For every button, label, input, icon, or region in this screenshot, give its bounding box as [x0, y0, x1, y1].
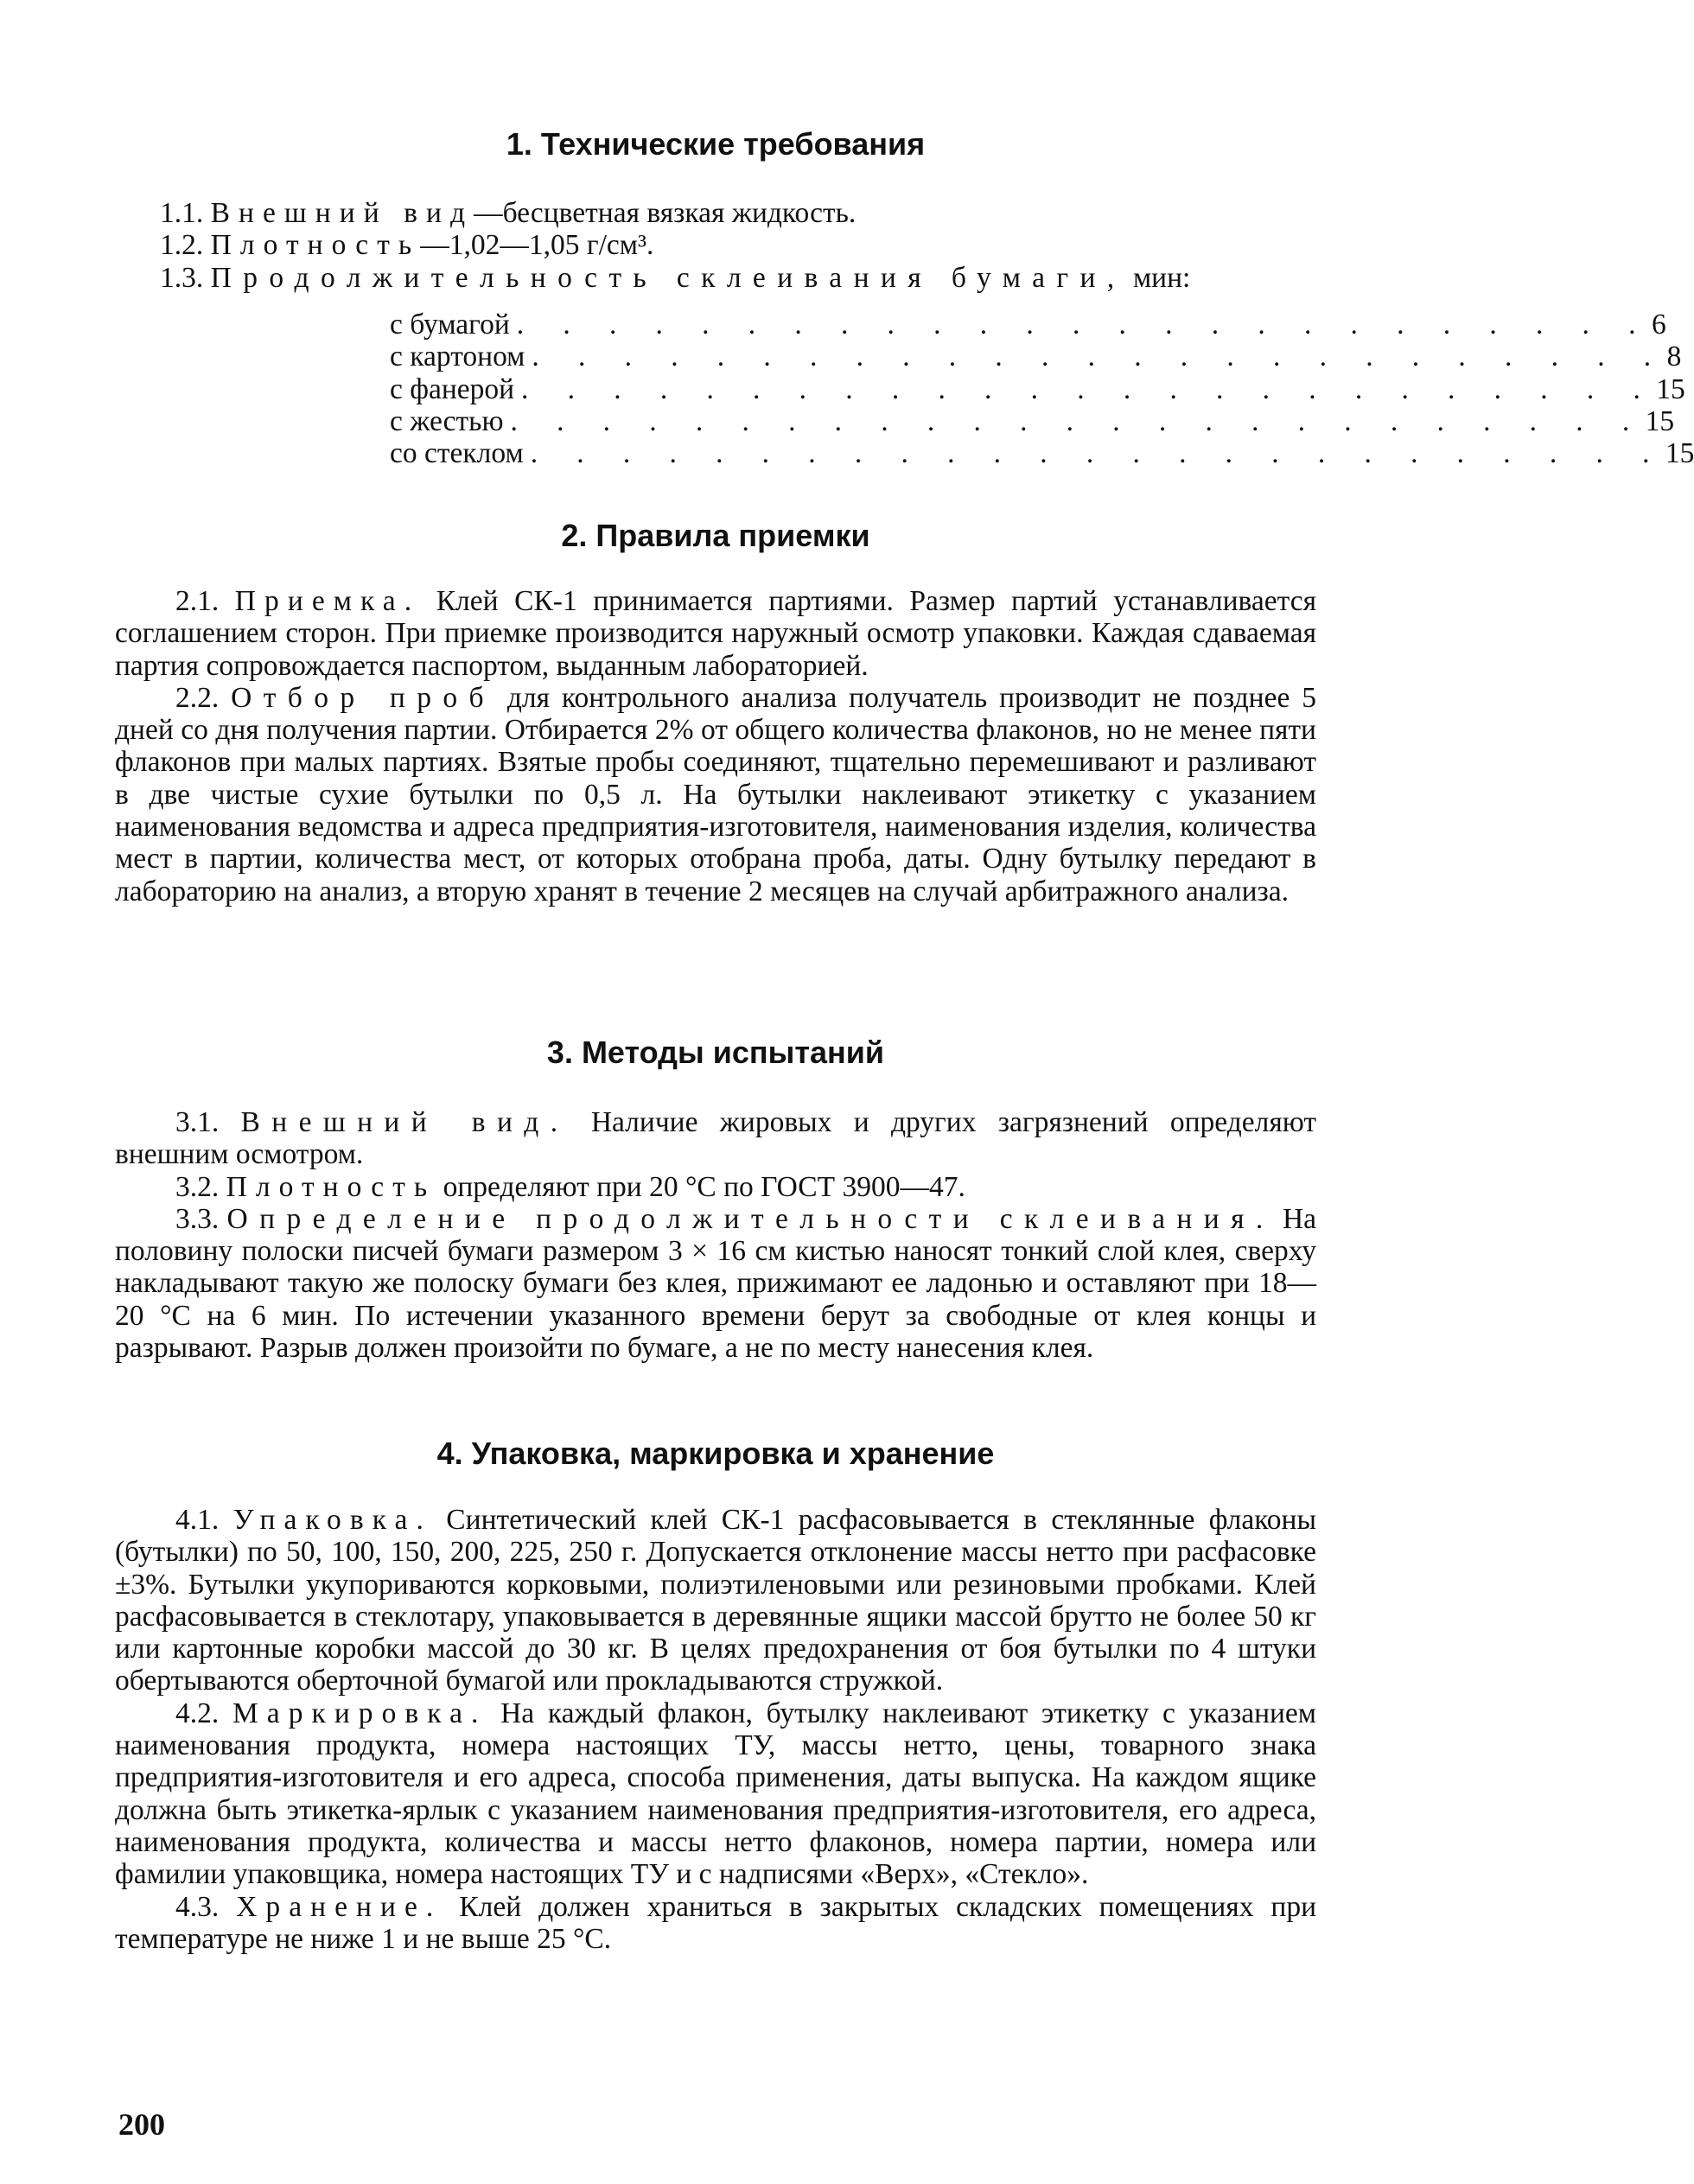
table-row-value: 8 [1666, 341, 1682, 373]
section-1-heading: 1. Технические требования [506, 126, 926, 162]
table-row [390, 437, 1694, 470]
item-number: 1.3. [160, 261, 204, 294]
paragraph-number: 4.2. [175, 1697, 220, 1729]
table-row-label: с бумагой [390, 309, 510, 341]
paragraph-text: Клей должен храниться в закрытых складских помещениях при температуре не ниже 1 и не выше 25 °С. [115, 1890, 1316, 1955]
section-1-items [115, 197, 1316, 294]
paragraph-4-1 [115, 1504, 1316, 1697]
document-page [115, 0, 1694, 2184]
table-row-value: 6 [1651, 309, 1666, 341]
page-number: 200 [118, 2107, 165, 2142]
section-2-body [115, 585, 1316, 907]
item-1-1 [115, 197, 1316, 229]
paragraph-2-1 [115, 585, 1316, 682]
item-text: мин: [1125, 261, 1191, 294]
table-row-value: 15 [1665, 437, 1694, 470]
dot-leader: . . . . . . . . . . . . . . . . . . . . . . . . . [516, 309, 1652, 341]
item-term: Внешний вид [210, 197, 474, 229]
item-term: Плотность [210, 229, 421, 262]
paragraph-text: На половину полоски писчей бумаги размером 3 × 16 см кистью наносят тонкий слой клея, сверху накладывают такую же полоску бумаги без клея, прижимают ее ладонью и оставляют при 18—20 °С на 6 мин. По истечении указанного времени берут за свободные от клея концы и разрывают. Разрыв должен произойти по бумаге, а не по месту нанесения клея. [115, 1202, 1317, 1365]
paragraph-number: 3.1. [175, 1106, 220, 1138]
item-number: 1.2. [160, 229, 204, 262]
dot-leader: . . . . . . . . . . . . . . . . . . . . . . . . . [530, 437, 1665, 470]
dot-leader: . . . . . . . . . . . . . . . . . . . . . . . . . [532, 341, 1667, 373]
dot-leader: . . . . . . . . . . . . . . . . . . . . . . . . . [510, 404, 1646, 437]
paragraph-text: На каждый флакон, бутылку наклеивают этикетку с указанием наименования продукта, номера настоящих ТУ, массы нетто, цены, товарного знака предприятия-изготовителя и его адреса, способа применения, даты выпуска. На каждом ящике должна быть этикетка-ярлык с указанием наименования предприятия-изготовителя, его адреса, наименования продукта, количества и массы нетто флаконов, номера партии, номера или фамилии упаковщика, номера настоящих ТУ и с надписями «Верх», «Стекло». [115, 1697, 1316, 1891]
paragraph-number: 3.2. [175, 1170, 220, 1203]
item-1-3 [115, 262, 1316, 294]
paragraph-text: Клей СК-1 принимается партиями. Размер партий устанавливается соглашением сторон. При приемке производится наружный осмотр упаковки. Каждая сдаваемая партия сопровождается паспортом, выданным лабораторией. [115, 585, 1316, 682]
table-row-value: 15 [1656, 372, 1685, 405]
table-row [390, 309, 1666, 341]
table-row [390, 404, 1675, 437]
paragraph-4-2 [115, 1697, 1316, 1891]
item-text: —бесцветная вязкая жидкость. [474, 197, 857, 229]
paragraph-term: Определение продолжительности склеивания. [226, 1202, 1275, 1235]
section-2-heading: 2. Правила приемки [561, 518, 870, 553]
paragraph-term: Приемка. [234, 585, 421, 617]
paragraph-text: для контрольного анализа получатель производит не позднее 5 дней со дня получения партии. Отбирается 2% от общего количества флаконов, но не менее пяти флаконов при малых партиях. Взятые пробы соединяют, тщательно перемешивают и разливают в две чистые сухие бутылки по 0,5 л. На бутылки наклеивают этикетку с указанием наименования ведомства и адреса предприятия-изготовителя, наименования изделия, количества мест в партии, количества мест, от которых отобрана проба, даты. Одну бутылку передают в лабораторию на анализ, а вторую хранят в течение 2 месяцев на случай арбитражного анализа. [115, 681, 1316, 907]
paragraph-number: 2.1. [175, 585, 220, 617]
table-row-value: 15 [1645, 404, 1675, 437]
section-3-body [115, 1106, 1316, 1364]
paragraph-number: 3.3. [175, 1202, 220, 1235]
section-4-body [115, 1504, 1316, 1955]
paragraph-number: 4.1. [175, 1504, 220, 1536]
paragraph-3-3 [115, 1203, 1316, 1364]
table-row [390, 372, 1685, 405]
paragraph-term: Отбор проб [231, 681, 495, 714]
table-row-label: с фанерой [390, 372, 515, 405]
section-3-heading: 3. Методы испытаний [546, 1035, 885, 1070]
paragraph-4-3 [115, 1891, 1316, 1956]
dot-leader: . . . . . . . . . . . . . . . . . . . . . . . . . [521, 372, 1657, 405]
table-row-label: со стеклом [390, 437, 524, 470]
item-1-2 [115, 229, 1316, 261]
gluing-time-table [390, 309, 1694, 470]
paragraph-2-2 [115, 682, 1316, 907]
paragraph-3-2 [115, 1171, 1316, 1203]
table-row-label: с жестью [390, 404, 504, 437]
paragraph-term: Упаковка. [232, 1504, 432, 1536]
paragraph-3-1 [115, 1106, 1316, 1171]
item-term: Продолжительность склеивания бумаги, [210, 261, 1126, 294]
paragraph-term: Хранение. [236, 1890, 443, 1923]
paragraph-term: Маркировка. [232, 1697, 487, 1729]
paragraph-term: Плотность [226, 1170, 436, 1203]
item-text: —1,02—1,05 г/см³. [420, 229, 654, 262]
paragraph-number: 2.2. [175, 681, 220, 714]
paragraph-number: 4.3. [175, 1890, 220, 1923]
table-row [390, 341, 1682, 373]
section-4-heading: 4. Упаковка, маркировка и хранение [436, 1436, 995, 1471]
item-number: 1.1. [160, 197, 204, 229]
paragraph-text: Наличие жировых и других загрязнений определяют внешним осмотром. [115, 1106, 1316, 1171]
paragraph-text: Синтетический клей СК-1 расфасовывается в стеклянные флаконы (бутылки) по 50, 100, 150, 200, 225, 250 г. Допускается отклонение массы нетто при расфасовке ±3%. Бутылки укупориваются корковыми, полиэтиленовыми или резиновыми пробками. Клей расфасовывается в стеклотару, упаковывается в деревянные ящики массой брутто не более 50 кг или картонные коробки массой до 30 кг. В целях предохранения от боя бутылки по 4 штуки обертываются оберточной бумагой или прокладываются стружкой. [115, 1504, 1316, 1697]
paragraph-text: определяют при 20 °С по ГОСТ 3900—47. [436, 1170, 965, 1203]
table-row-label: с картоном [390, 341, 525, 373]
paragraph-term: Внешний вид. [240, 1106, 570, 1138]
